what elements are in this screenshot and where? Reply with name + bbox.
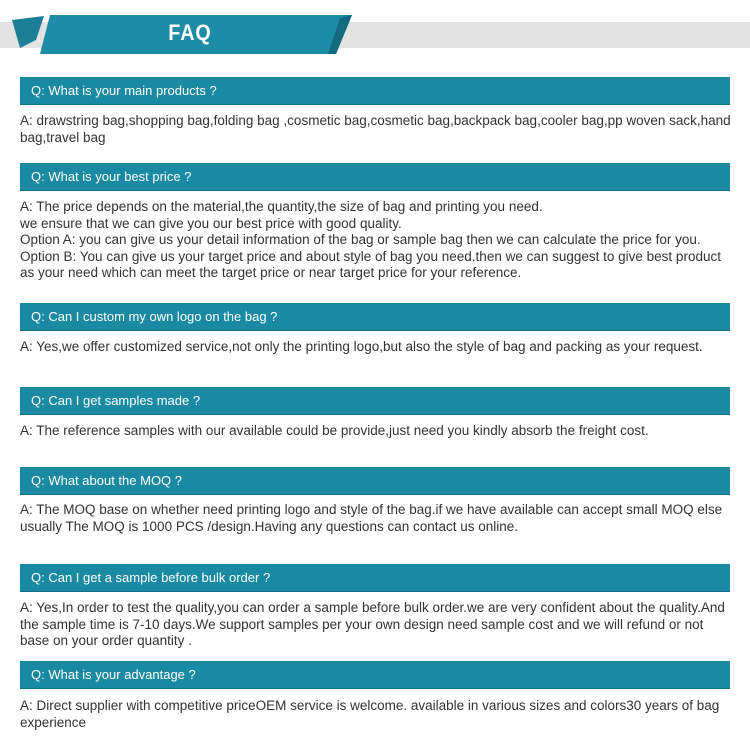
faq-answer-6 xyxy=(20,600,736,650)
answer-line: A: Direct supplier with competitive priceOEM service is welcome. available in various sizes and colors30 years of bag experience xyxy=(20,698,720,730)
faq-answer-3 xyxy=(20,339,736,356)
faq-header-banner xyxy=(0,0,750,62)
faq-answer-5 xyxy=(20,502,736,535)
faq-answer-1 xyxy=(20,113,736,146)
answer-line: we ensure that we can give you our best price with good quality. xyxy=(20,215,402,231)
faq-answer-4 xyxy=(20,423,736,440)
page-title: FAQ xyxy=(168,20,212,45)
answer-line: A: Yes,we offer customized service,not only the printing logo,but also the style of bag and packing as your request. xyxy=(20,339,703,354)
answer-line: Option B: You can give us your target price and about style of bag you need.then we can suggest to give best product as your need which can meet the target price or near target price for your reference. xyxy=(20,248,721,280)
answer-line: A: The price depends on the material,the quantity,the size of bag and printing you need. xyxy=(20,199,543,214)
faq-answer-2 xyxy=(20,199,736,282)
faq-answer-7 xyxy=(20,698,736,731)
answer-line: A: The MOQ base on whether need printing logo and style of the bag.if we have available can accept small MOQ else usually The MOQ is 1000 PCS /design.Having any questions can contact us online. xyxy=(20,502,723,534)
answer-line: A: The reference samples with our available could be provide,just need you kindly absorb the freight cost. xyxy=(20,423,649,438)
answer-line: Option A: you can give us your detail information of the bag or sample bag then we can calculate the price for you. xyxy=(20,232,701,247)
faq-question-3: Q: Can I custom my own logo on the bag ? xyxy=(20,303,730,331)
faq-question-5: Q: What about the MOQ ? xyxy=(20,467,730,495)
answer-line: A: drawstring bag,shopping bag,folding bag ,cosmetic bag,cosmetic bag,backpack bag,cooler bag,pp woven sack,hand bag,travel bag xyxy=(20,113,731,145)
faq-question-4: Q: Can I get samples made ? xyxy=(20,387,730,415)
faq-question-1: Q: What is your main products ? xyxy=(20,77,730,105)
faq-question-2: Q: What is your best price ? xyxy=(20,163,730,191)
faq-question-7: Q: What is your advantage ? xyxy=(20,661,730,689)
header-ribbon-graphic xyxy=(0,0,750,62)
answer-line: A: Yes,In order to test the quality,you can order a sample before bulk order.we are very confident about the quality.And the sample time is 7-10 days.We support samples per your own design need sample cost and we will refund or not base on your order quantity . xyxy=(20,600,725,648)
faq-question-6: Q: Can I get a sample before bulk order ? xyxy=(20,564,730,592)
